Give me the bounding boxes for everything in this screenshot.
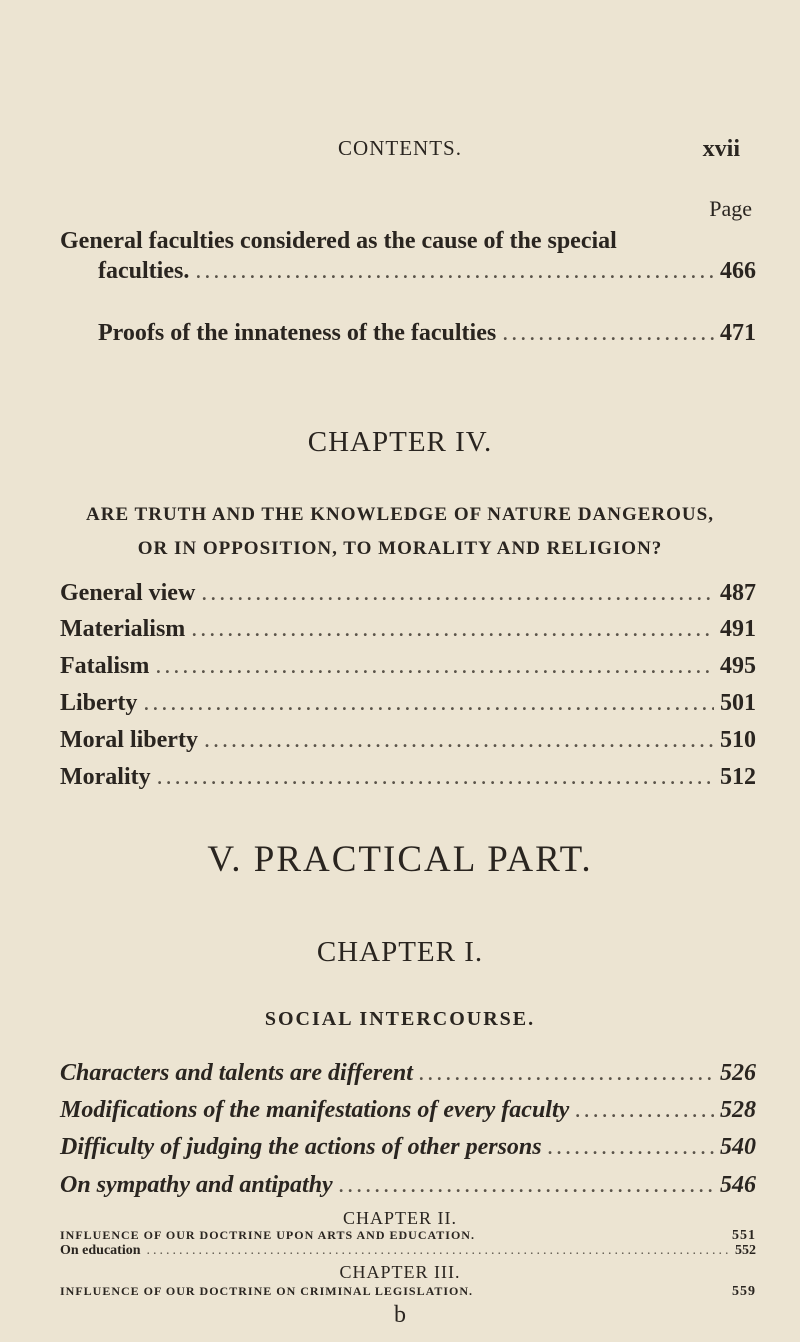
toc-entry-label: Characters and talents are different bbox=[60, 1060, 413, 1086]
chapter-subtitle-page: 551 bbox=[732, 1228, 756, 1243]
page-column-label: Page bbox=[709, 196, 752, 221]
toc-entry bbox=[60, 578, 756, 608]
toc-entry bbox=[60, 725, 756, 755]
toc-entry bbox=[60, 1170, 756, 1200]
running-title: CONTENTS. bbox=[338, 136, 462, 160]
chapter-heading: CHAPTER III. bbox=[339, 1262, 461, 1282]
leader-dots bbox=[502, 318, 714, 348]
leader-dots bbox=[204, 725, 714, 755]
toc-entry bbox=[60, 651, 756, 681]
toc-entry-label: Difficulty of judging the actions of other persons bbox=[60, 1134, 542, 1160]
toc-entry bbox=[60, 318, 756, 348]
toc-entry-page: 487 bbox=[720, 580, 756, 606]
toc-entry-label: On sympathy and antipathy bbox=[60, 1172, 333, 1198]
chapter-subtitle-text: INFLUENCE OF OUR DOCTRINE ON CRIMINAL LEGISLATION. bbox=[60, 1284, 474, 1298]
toc-entry-page: 491 bbox=[720, 616, 756, 642]
toc-entry-page: 512 bbox=[720, 764, 756, 790]
toc-entry bbox=[60, 1132, 756, 1162]
toc-entry bbox=[60, 688, 756, 718]
leader-dots bbox=[195, 256, 714, 286]
leader-dots bbox=[419, 1058, 714, 1088]
chapter-subtitle: OR IN OPPOSITION, TO MORALITY AND RELIGION? bbox=[137, 538, 663, 559]
toc-entry bbox=[60, 614, 756, 644]
leader-dots bbox=[155, 651, 714, 681]
chapter-heading: CHAPTER I. bbox=[316, 936, 484, 968]
leader-dots bbox=[548, 1132, 714, 1162]
signature-mark: b bbox=[394, 1302, 406, 1328]
toc-entry bbox=[60, 762, 756, 792]
toc-entry-label: General view bbox=[60, 580, 196, 606]
chapter-heading: CHAPTER II. bbox=[343, 1208, 457, 1228]
chapter-subtitle-page: 559 bbox=[732, 1284, 756, 1299]
toc-entry-label: Modifications of the manifestations of every faculty bbox=[60, 1097, 570, 1123]
chapter-subtitle-text: INFLUENCE OF OUR DOCTRINE UPON ARTS AND EDUCATION. bbox=[60, 1228, 475, 1242]
toc-entry-label: Liberty bbox=[60, 690, 138, 716]
toc-entry-page: 528 bbox=[720, 1097, 756, 1123]
toc-entry-page: 546 bbox=[720, 1172, 756, 1198]
toc-entry-label: Moral liberty bbox=[60, 727, 198, 753]
toc-entry-label: faculties. bbox=[98, 258, 190, 284]
toc-entry bbox=[60, 1242, 756, 1260]
toc-entry-label: Fatalism bbox=[60, 653, 150, 679]
toc-entry bbox=[60, 1058, 756, 1088]
chapter-heading: CHAPTER IV. bbox=[307, 426, 493, 458]
toc-entry-page: 540 bbox=[720, 1134, 756, 1160]
leader-dots bbox=[143, 688, 714, 718]
toc-entry-label: Materialism bbox=[60, 616, 186, 642]
leader-dots bbox=[575, 1095, 714, 1125]
toc-entry-page: 501 bbox=[720, 690, 756, 716]
leader-dots bbox=[339, 1170, 714, 1200]
toc-entry-page: 526 bbox=[720, 1060, 756, 1086]
toc-entry-label: Morality bbox=[60, 764, 151, 790]
toc-entry-label: On education bbox=[60, 1243, 141, 1258]
toc-entry bbox=[60, 1095, 756, 1125]
toc-entry-page: 471 bbox=[720, 320, 756, 346]
leader-dots bbox=[201, 578, 714, 608]
chapter-subtitle bbox=[60, 1284, 756, 1300]
toc-entry-page: 552 bbox=[735, 1243, 756, 1258]
leader-dots bbox=[191, 614, 714, 644]
running-header bbox=[0, 136, 800, 166]
toc-entry bbox=[60, 226, 756, 286]
toc-entry-page: 466 bbox=[720, 258, 756, 284]
toc-entry-page: 510 bbox=[720, 727, 756, 753]
toc-entry-line1: General faculties considered as the cause of the special bbox=[60, 228, 617, 254]
leader-dots bbox=[147, 1242, 729, 1260]
leader-dots bbox=[157, 762, 714, 792]
chapter-subtitle: ARE TRUTH AND THE KNOWLEDGE OF NATURE DANGEROUS, bbox=[86, 504, 714, 525]
toc-entry-page: 495 bbox=[720, 653, 756, 679]
part-heading: V. PRACTICAL PART. bbox=[207, 839, 593, 880]
chapter-subtitle: SOCIAL INTERCOURSE. bbox=[264, 1008, 536, 1030]
folio: xvii bbox=[702, 136, 740, 162]
toc-entry-label: Proofs of the innateness of the faculties bbox=[98, 320, 497, 346]
